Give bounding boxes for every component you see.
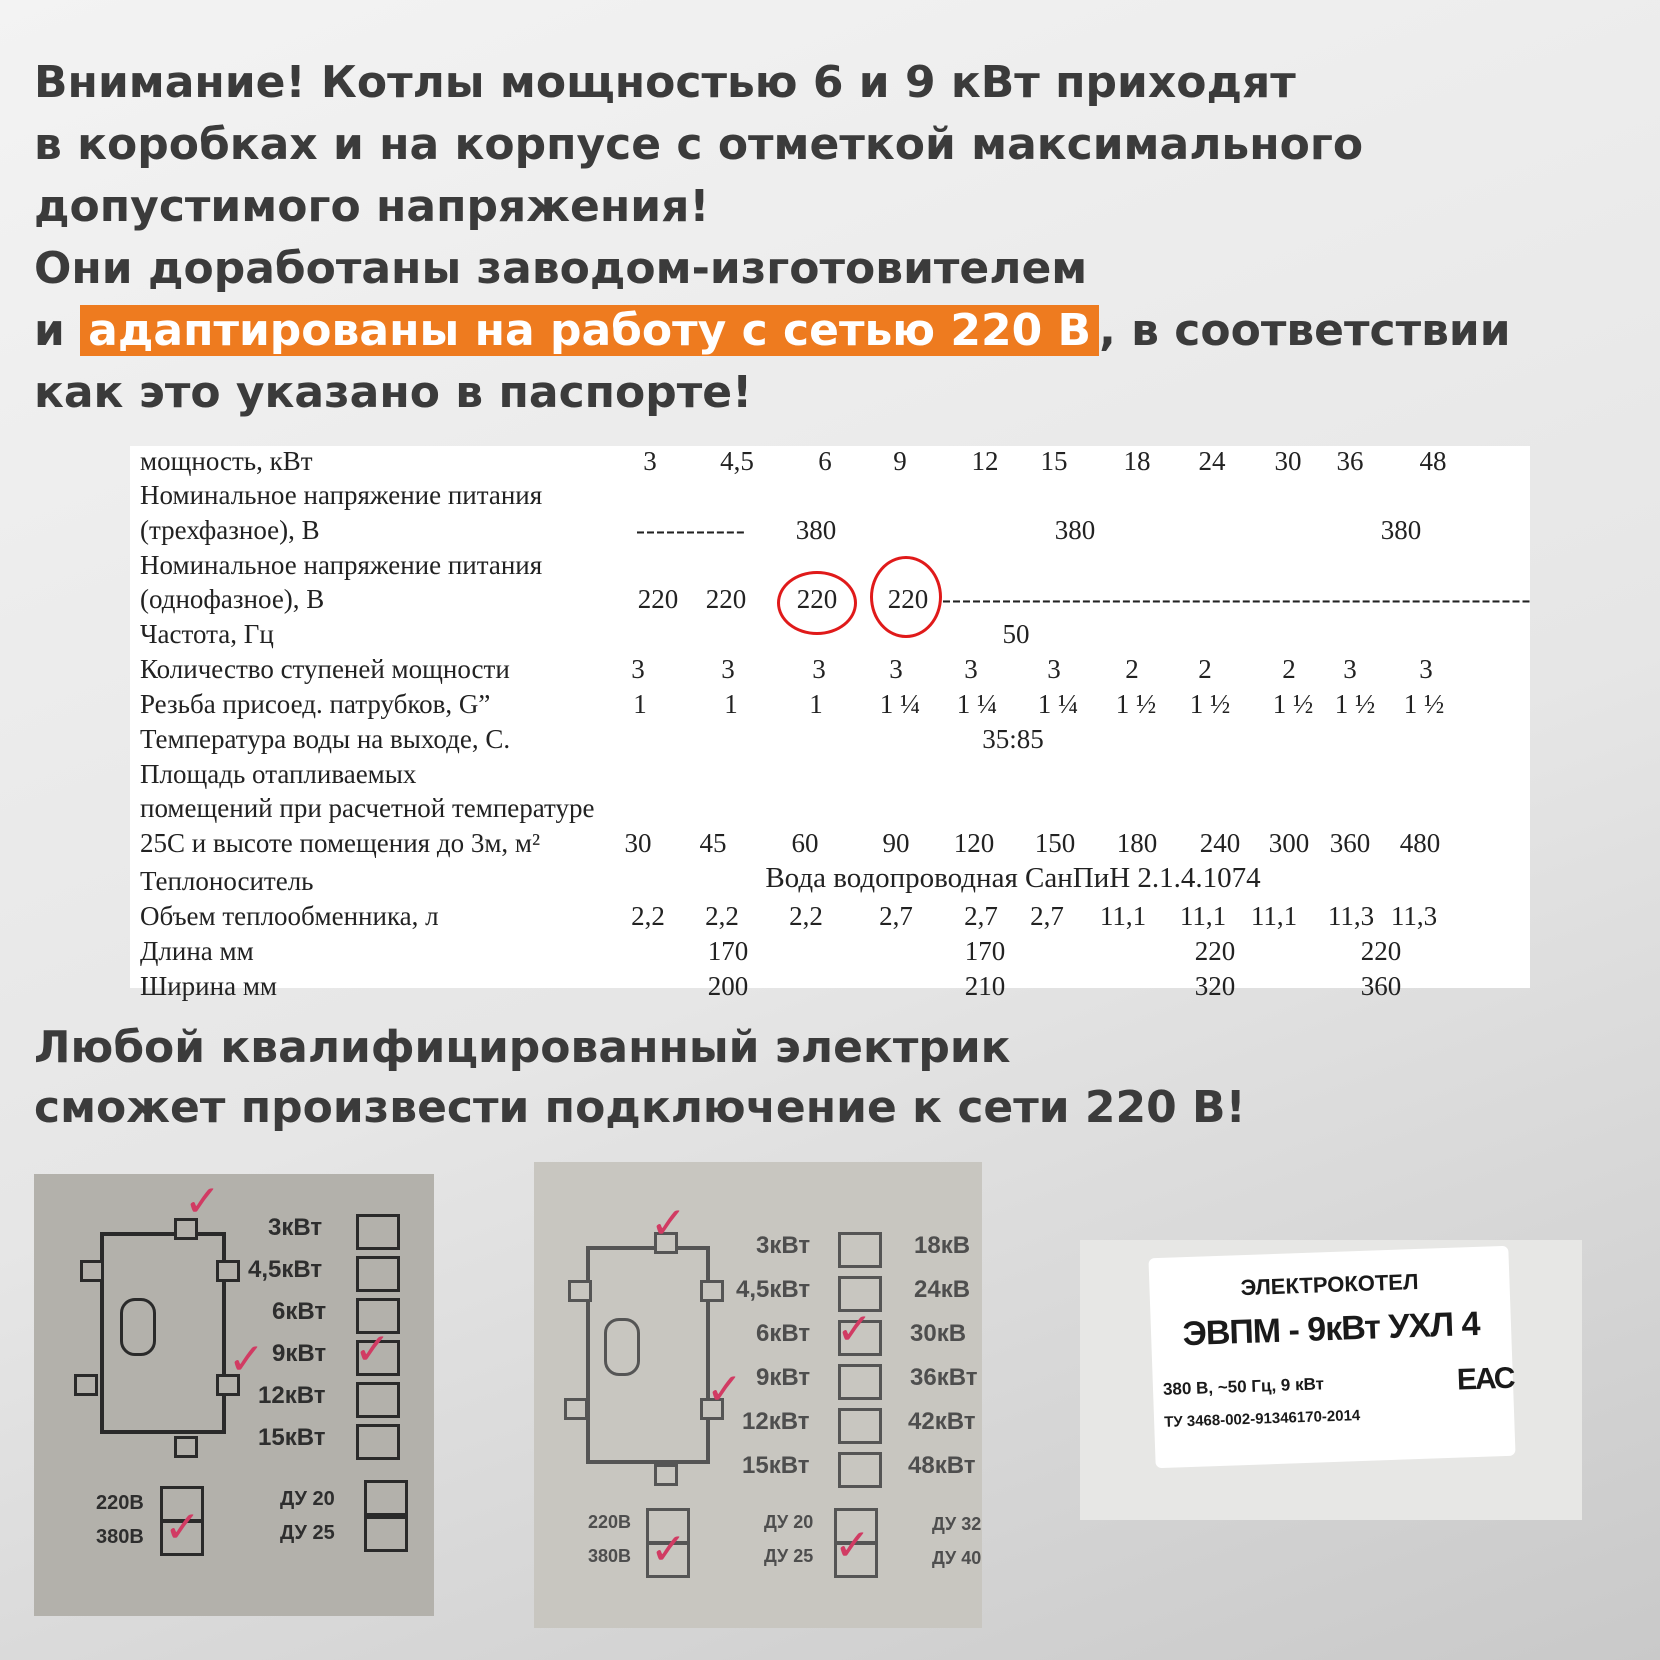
row-label: Теплоноситель: [140, 866, 314, 896]
cell: 30: [624, 828, 652, 858]
cell: 3: [889, 654, 903, 684]
cell: 11,1: [1099, 901, 1147, 931]
row-label: 25С и высоте помещения до 3м, м²: [140, 828, 541, 858]
power-label: 9кВт: [272, 1340, 327, 1367]
passport-table: [130, 446, 1532, 1001]
voltage-label: 380В: [96, 1526, 144, 1548]
power-label: 24кВ: [914, 1276, 971, 1303]
boiler-dial: [604, 1318, 640, 1376]
power-label: 3кВт: [756, 1232, 811, 1259]
cell: 12: [971, 446, 999, 476]
cell-220-9kw: 220: [887, 584, 929, 614]
box-photo-1: [34, 1174, 434, 1616]
row-label: (однофазное), В: [140, 584, 325, 614]
boiler-pipe: [700, 1280, 724, 1302]
cell: 380: [1380, 515, 1422, 545]
nameplate-title: ЭЛЕКТРОКОТЕЛ: [1240, 1268, 1419, 1301]
cell: 200: [707, 971, 749, 1001]
cell: 9: [893, 446, 907, 476]
cell: 1 ½: [1272, 689, 1314, 719]
row-label: Частота, Гц: [140, 619, 274, 649]
check-mark: ✓: [164, 1502, 201, 1553]
dash-line: -----------------------------------------------------------: [942, 584, 1532, 614]
cell: 1: [724, 689, 738, 719]
cell: 3: [1047, 654, 1061, 684]
power-label: 18кВ: [914, 1232, 971, 1259]
cell: 2,2: [631, 901, 665, 931]
cell: 320: [1194, 971, 1236, 1001]
heading-line-6: как это указано в паспорте!: [34, 367, 753, 418]
cell: 90: [882, 828, 910, 858]
cell: 360: [1360, 971, 1402, 1001]
boiler-pipe: [654, 1464, 678, 1486]
subheading-line-2: сможет произвести подключение к сети 220 В!: [34, 1082, 1246, 1133]
cell: 30: [1274, 446, 1302, 476]
cell: 36: [1336, 446, 1364, 476]
check-mark: ✓: [228, 1334, 265, 1385]
power-checkbox: [356, 1382, 400, 1418]
cell: 6: [818, 446, 832, 476]
check-mark: ✓: [836, 1304, 873, 1355]
cell: 3: [812, 654, 826, 684]
power-label: 36кВт: [910, 1364, 978, 1391]
cell: 2: [1125, 654, 1139, 684]
heading-line-2: в коробках и на корпусе с отметкой максимального: [34, 119, 1364, 170]
cell: 1 ½: [1189, 689, 1231, 719]
power-label: 6кВт: [756, 1320, 811, 1347]
cell: 170: [964, 936, 1006, 966]
boiler-pipe: [216, 1260, 240, 1282]
row-label: Площадь отапливаемых: [140, 759, 417, 789]
boiler-pipe: [568, 1280, 592, 1302]
cell: Вода водопроводная СанПиН 2.1.4.1074: [765, 862, 1261, 894]
cell: 45: [699, 828, 727, 858]
cell: 220: [637, 584, 679, 614]
cell: 360: [1329, 828, 1371, 858]
boiler-pipe: [174, 1436, 198, 1458]
cell: 18: [1123, 446, 1151, 476]
power-checkbox: [838, 1232, 882, 1268]
cell: 480: [1399, 828, 1441, 858]
power-checkbox: [356, 1214, 400, 1250]
cell: 2,7: [964, 901, 998, 931]
row-label: (трехфазное), В: [140, 515, 320, 545]
du-label: ДУ 20: [280, 1488, 335, 1510]
cell: 380: [795, 515, 837, 545]
subheading-line-1: Любой квалифицированный электрик: [34, 1022, 1011, 1073]
cell: 24: [1198, 446, 1226, 476]
cell: 15: [1040, 446, 1068, 476]
heading-line-3: допустимого напряжения!: [34, 181, 710, 232]
row-label: Длина мм: [140, 936, 254, 966]
cell: 240: [1199, 828, 1241, 858]
du-label: ДУ 25: [764, 1546, 814, 1566]
cell: 1 ¼: [956, 689, 998, 719]
boiler-pipe: [74, 1374, 98, 1396]
boiler-pipe: [80, 1260, 104, 1282]
cell: 11,1: [1179, 901, 1227, 931]
highlight-220v: адаптированы на работу с сетью 220 В: [80, 305, 1099, 356]
cell: 11,3: [1327, 901, 1375, 931]
cell: 11,3: [1390, 901, 1438, 931]
cell: 2,2: [789, 901, 823, 931]
heading-line-4: Они доработаны заводом-изготовителем: [34, 243, 1088, 294]
dash-line: -----------: [636, 515, 746, 545]
cell: 380: [1054, 515, 1096, 545]
power-label: 4,5кВт: [736, 1276, 811, 1303]
power-label: 12кВт: [742, 1408, 810, 1435]
red-circle-9kw: [870, 556, 942, 638]
du-checkbox: [364, 1480, 408, 1516]
power-label: 3кВт: [268, 1214, 323, 1241]
check-mark: ✓: [184, 1176, 221, 1227]
check-mark: ✓: [834, 1520, 871, 1571]
cell: 180: [1116, 828, 1158, 858]
nameplate-specs: 380 В, ~50 Гц, 9 кВт: [1162, 1374, 1325, 1399]
cell: 48: [1419, 446, 1447, 476]
cell: 220: [1194, 936, 1236, 966]
cell: 120: [953, 828, 995, 858]
power-checkbox: [356, 1256, 400, 1292]
row-label: Объем теплообменника, л: [140, 901, 439, 931]
eac-mark: ЕАС: [1456, 1361, 1515, 1397]
cell: 1 ¼: [1037, 689, 1079, 719]
warning-heading: [34, 52, 1634, 424]
cell: 3: [1343, 654, 1357, 684]
heading-line-5-pre: и: [34, 305, 81, 356]
row-label: Ширина мм: [140, 971, 277, 1001]
power-label: 9кВт: [756, 1364, 811, 1391]
row-label: Количество ступеней мощности: [140, 654, 510, 684]
cell: 1 ½: [1403, 689, 1445, 719]
cell: 170: [707, 936, 749, 966]
nameplate-photo: [1080, 1240, 1582, 1520]
check-mark: ✓: [354, 1324, 391, 1375]
voltage-label: 220В: [588, 1512, 632, 1532]
cell: 2: [1282, 654, 1296, 684]
du-label: ДУ 25: [280, 1522, 335, 1544]
cell: 35:85: [982, 724, 1044, 754]
power-label: 6кВт: [272, 1298, 327, 1325]
boiler-dial: [120, 1298, 156, 1356]
row-label: Номинальное напряжение питания: [140, 480, 543, 510]
du-checkbox: [364, 1516, 408, 1552]
red-circle-6kw: [777, 571, 857, 635]
cell: 3: [643, 446, 657, 476]
cell: 210: [964, 971, 1006, 1001]
cell: 2: [1198, 654, 1212, 684]
power-checkbox: [838, 1364, 882, 1400]
row-label: Резьба присоед. патрубков, G”: [140, 689, 491, 719]
power-checkbox: [838, 1452, 882, 1488]
cell: 3: [1419, 654, 1433, 684]
voltage-label: 380В: [588, 1546, 632, 1566]
power-label: 42кВт: [908, 1408, 976, 1435]
heading-line-5-post: , в соответствии: [1099, 305, 1511, 356]
power-checkbox: [356, 1424, 400, 1460]
cell: 50: [1002, 619, 1030, 649]
du-label: ДУ 32: [932, 1514, 982, 1534]
boiler-diagram: [100, 1232, 226, 1434]
cell: 4,5: [720, 446, 754, 476]
nameplate-tu: ТУ 3468-002-91346170-2014: [1163, 1407, 1361, 1431]
cell: 2,2: [705, 901, 739, 931]
voltage-label: 220В: [96, 1492, 144, 1514]
power-label: 15кВт: [258, 1424, 326, 1451]
cell: 220: [1360, 936, 1402, 966]
power-label: 30кВ: [910, 1320, 967, 1347]
nameplate-model: ЭВПМ - 9кВт УХЛ 4: [1181, 1304, 1481, 1354]
heading-line-5: [34, 300, 1634, 362]
row-label: мощность, кВт: [140, 446, 313, 476]
cell: 2,7: [879, 901, 913, 931]
cell-220-6kw: 220: [796, 584, 838, 614]
cell: 300: [1268, 828, 1310, 858]
nameplate-sticker: [1148, 1246, 1515, 1468]
cell: 220: [705, 584, 747, 614]
cell: 1 ½: [1115, 689, 1157, 719]
cell: 60: [791, 828, 819, 858]
check-mark: ✓: [650, 1524, 687, 1575]
power-label: 4,5кВт: [248, 1256, 323, 1283]
cell: 3: [631, 654, 645, 684]
power-label: 48кВт: [908, 1452, 976, 1479]
row-label: помещений при расчетной температуре: [140, 793, 595, 823]
cell: 3: [964, 654, 978, 684]
check-mark: ✓: [650, 1198, 687, 1249]
cell: 150: [1034, 828, 1076, 858]
heading-line-1: Внимание! Котлы мощностью 6 и 9 кВт приходят: [34, 57, 1296, 108]
power-label: 15кВт: [742, 1452, 810, 1479]
subheading: [34, 1018, 1634, 1138]
power-checkbox: [838, 1408, 882, 1444]
du-label: ДУ 40: [932, 1548, 982, 1568]
cell: 1 ½: [1334, 689, 1376, 719]
cell: 1: [633, 689, 647, 719]
check-mark: ✓: [706, 1364, 743, 1415]
cell: 2,7: [1030, 901, 1064, 931]
boiler-pipe: [564, 1398, 588, 1420]
cell: 3: [721, 654, 735, 684]
cell: 1 ¼: [879, 689, 921, 719]
row-label: Температура воды на выходе, С.: [140, 724, 511, 754]
row-label: Номинальное напряжение питания: [140, 550, 543, 580]
power-label: 12кВт: [258, 1382, 326, 1409]
cell: 1: [809, 689, 823, 719]
box-photo-2: [534, 1162, 982, 1628]
du-label: ДУ 20: [764, 1512, 814, 1532]
cell: 11,1: [1250, 901, 1298, 931]
